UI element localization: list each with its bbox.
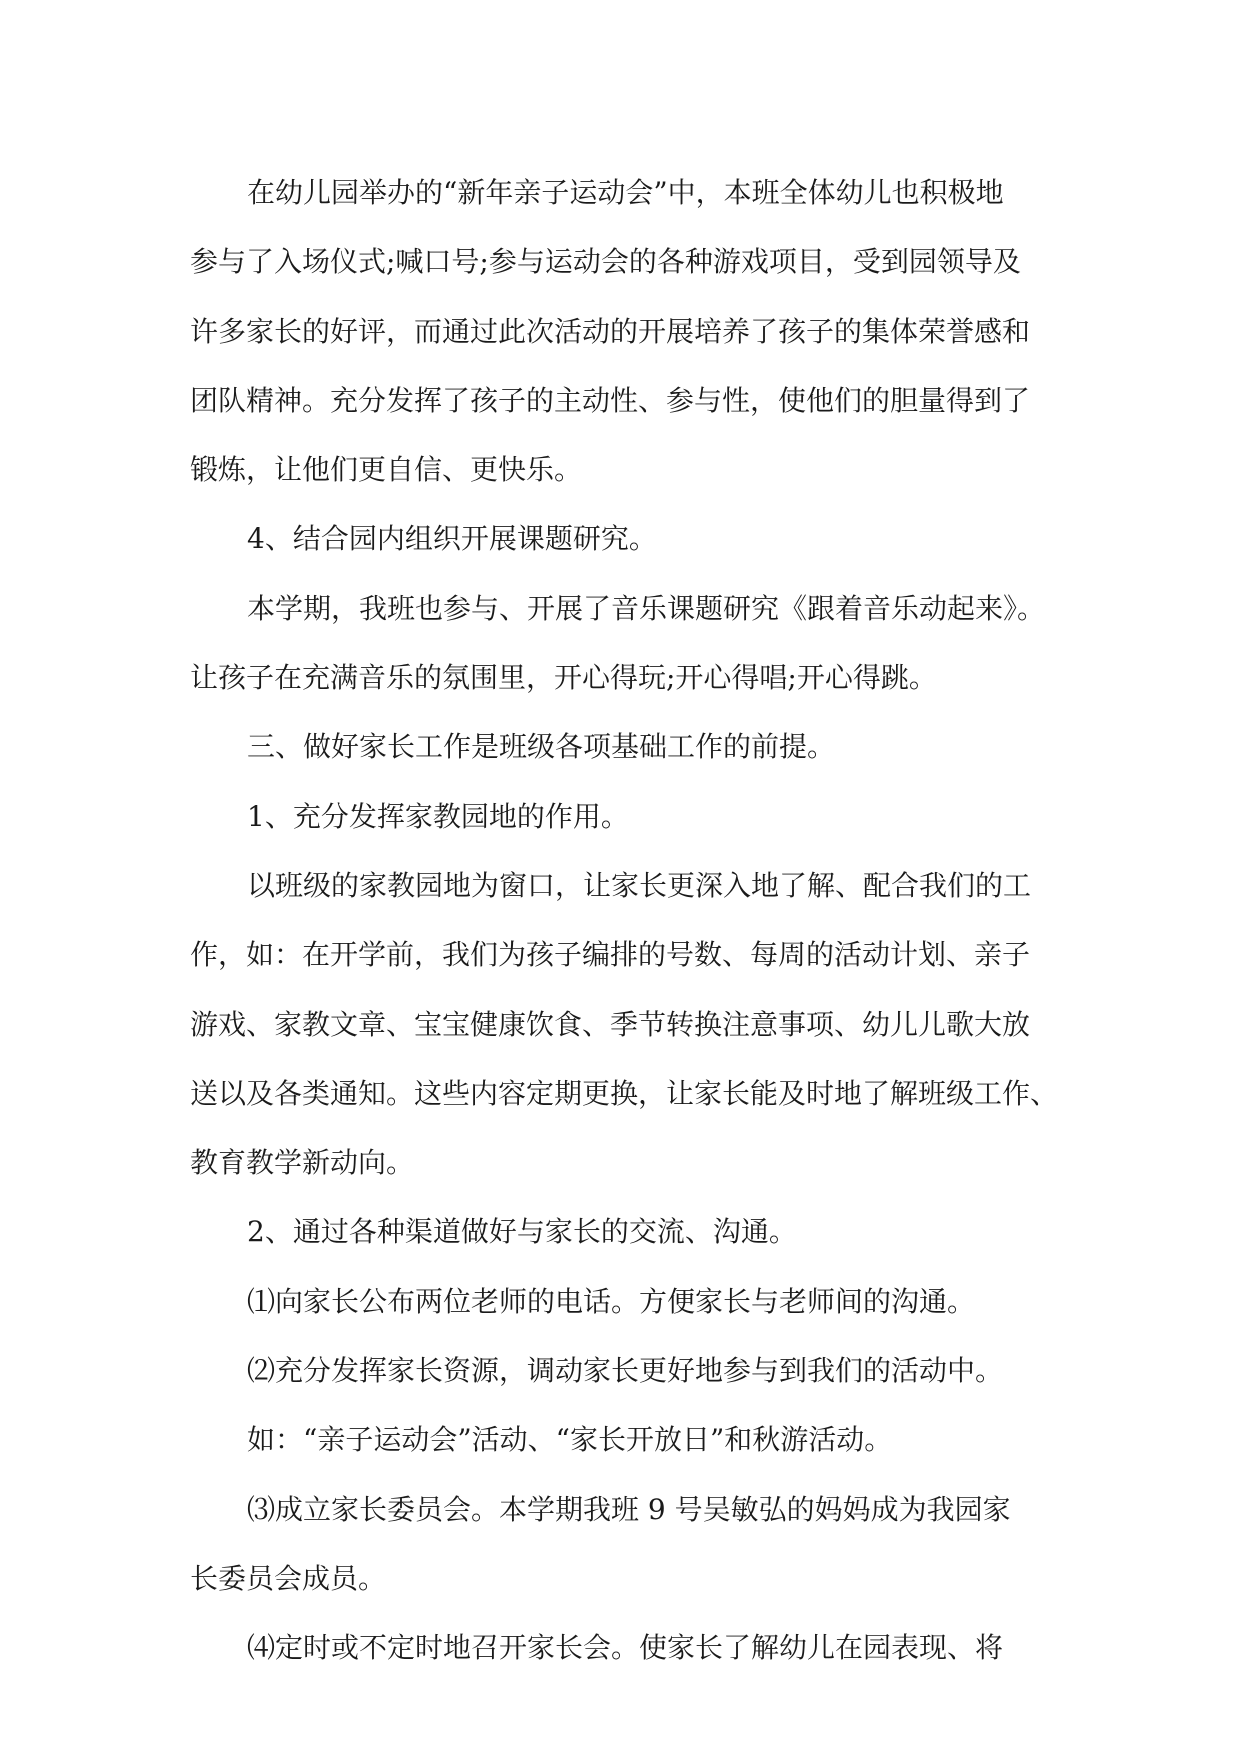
paragraph-line: 在幼儿园举办的“新年亲子运动会”中，本班全体幼儿也积极地 xyxy=(247,176,1004,209)
list-item: ⑶成立家长委员会。本学期我班 9 号吴敏弘的妈妈成为我园家 xyxy=(247,1492,1011,1526)
paragraph-line: 团队精神。充分发挥了孩子的主动性、参与性，使他们的胆量得到了 xyxy=(190,383,1031,417)
paragraph-line: 许多家长的好评，而通过此次活动的开展培养了孩子的集体荣誉感和 xyxy=(190,314,1031,348)
paragraph-line: 锻炼，让他们更自信、更快乐。 xyxy=(190,453,583,487)
list-item: ⑵充分发挥家长资源，调动家长更好地参与到我们的活动中。 xyxy=(247,1354,1004,1388)
list-item: ⑴向家长公布两位老师的电话。方便家长与老师间的沟通。 xyxy=(247,1284,976,1318)
section-heading: 4、结合园内组织开展课题研究。 xyxy=(247,522,657,556)
paragraph-line: 让孩子在充满音乐的氛围里，开心得玩;开心得唱;开心得跳。 xyxy=(190,661,937,695)
list-item: ⑷定时或不定时地召开家长会。使家长了解幼儿在园表现、将 xyxy=(247,1631,1004,1665)
paragraph-line: 长委员会成员。 xyxy=(190,1561,387,1595)
paragraph-line: 以班级的家教园地为窗口，让家长更深入地了解、配合我们的工 xyxy=(247,868,1032,902)
paragraph-line: 游戏、家教文章、宝宝健康饮食、季节转换注意事项、幼儿儿歌大放 xyxy=(190,1007,1031,1041)
paragraph-line: 本学期，我班也参与、开展了音乐课题研究《跟着音乐动起来》。 xyxy=(247,591,1046,625)
section-heading: 1、充分发挥家教园地的作用。 xyxy=(247,799,629,833)
section-heading: 2、通过各种渠道做好与家长的交流、沟通。 xyxy=(247,1215,797,1249)
paragraph-line: 教育教学新动向。 xyxy=(190,1146,415,1180)
paragraph-line: 如：“亲子运动会”活动、“家长开放日”和秋游活动。 xyxy=(247,1423,893,1457)
paragraph-line: 送以及各类通知。这些内容定期更换，让家长能及时地了解班级工作、 xyxy=(190,1076,1059,1110)
paragraph-line: 作，如：在开学前，我们为孩子编排的号数、每周的活动计划、亲子 xyxy=(190,938,1031,972)
paragraph-line: 参与了入场仪式;喊口号;参与运动会的各种游戏项目，受到园领导及 xyxy=(190,245,1021,279)
section-heading: 三、做好家长工作是班级各项基础工作的前提。 xyxy=(247,730,836,764)
document-body xyxy=(190,158,1059,1683)
